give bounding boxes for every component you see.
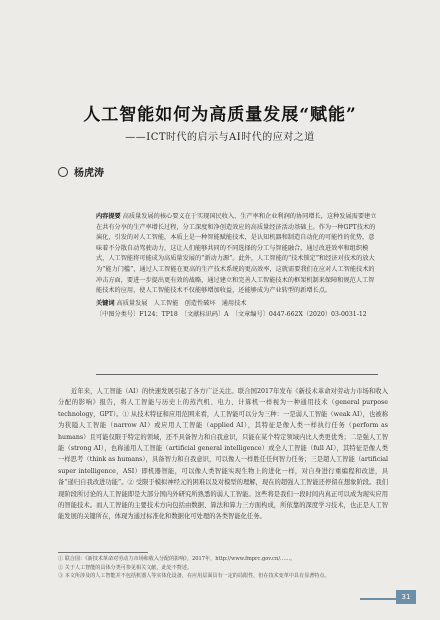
author-name: 杨虎涛 (74, 168, 104, 179)
page-edge-bar (360, 598, 396, 600)
keywords-label: 关键词 (96, 299, 115, 307)
footnote-3: ③ 本文所涉及的人工智能并不包括机器人等实体化设备，在应用层面具有一定的局限性，但在技术变革中具有显著特点。 (58, 573, 330, 580)
abstract-text: 高质量发展的核心要义在于实现国民收入、生产率和企业利润的协同增长，这种发展需要建立在共有分享的生产率增长过程，分工深度和净创造效应的高质量经济活动基础上。作为一种GPT技术的演化，引发的对人工智能，本质上是一种智能赋能技术，是认知机器和制造自动化的可能性的优势，意味着不分散自动驾驶动力，这让人们能够共同的不同选择的分工与智能融合，通过改进效率和组织模式，人工智能将可能成为高质量发展的“新动力源”。此外，人工智能的“技术锁定”和经济对技术的放大为“能力门槛”，通过人工智能在更高的生产技术系统的更高效率，这就需要我们在应对人工智能技术的冲击方面，要进一步提出更有效的战略，通过建立和完善人工智能技术的框架机制来保障和规范人工智能技术的应用，使人工智能技术不仅能够增加收益，还能够成为产业转型的新增长点。 (96, 213, 377, 295)
footnote-rule (58, 552, 148, 553)
footnotes (58, 555, 388, 581)
article-subtitle: ——ICT时代的启示与AI时代的应对之道 (125, 132, 315, 143)
abstract-bottom-rule (96, 374, 378, 375)
article-title: 人工智能如何为高质量发展“赋能” (83, 105, 357, 125)
circle-icon (58, 167, 68, 177)
footnote-2: ② 关于人工智能的具体分类可参见相关文献，此处不赘述。 (58, 564, 193, 571)
body-paragraph: 近年来，人工智能（AI）的快速发展引起了各方广泛关注。联合国2017年发布《新技术革命对劳动力市场和收入分配的影响》报告，将人工智能与历史上的蒸汽机、电力、计算机一样视为一种通用技术（general purpose technology，GPT）。① 从技术特征和应用范围来看，人工智能可以分为三种：一是弱人工智能（weak AI），也被称为狭隘人工智能（narrow AI）或应用人工智能（applied AI），其特征是像人类一样执行任务（perform as humans）且可能仅限于特定的领域，还不具备智力和自我意识，只能在某个特定领域内比人类更优秀；二是强人工智能（strong AI），也称通用人工智能（artificial general intelligence）或全人工智能（full AI），其特征是像人类一样思考（think as humans），具备智力和自我意识，可以像人一样胜任任何智力任务；三是超人工智能（artificial super intelligence，ASI）即机器智能，可以像人类智能实现生物上的进化一样，对自身进行重编程和改进，具备“递归自我改进功能”。② 受限于模拟神经元的困难以及对模型的理解，现在的超强人工智能还停留在想象阶段。我们现阶段所讨论的人工智能即是大部分国内外研究所熟悉的弱人工智能。这些将是我们一段时间内真正可以成为现实应用的智能技术。而人工智能的主要技术方向包括由数据、算法和算力三方面构成，所依靠的深度学习技术，也正是人工智能发展的关键所在，体现为通过标准化和数据化可处理的各类智能化任务。 (58, 388, 388, 521)
keywords-text: 高质量发展 人工智能 创造性破坏 通用技术 (116, 299, 247, 307)
abstract-section (96, 212, 378, 321)
abstract-paragraph (96, 212, 378, 297)
page-number: 31 (396, 590, 416, 604)
keywords-line (96, 299, 378, 310)
abstract-label: 内容提要 (96, 213, 121, 220)
author-line (58, 164, 104, 179)
classification-line: 〔中图分类号〕F124；TP18 〔文献标识码〕A 〔文章编号〕0447-662X（2020）03-0031-12 (96, 311, 367, 319)
footnote-1: ① 联合国：《新技术革命对劳动力市场和收入分配的影响》，2017年，http://www.fmprc.gov.cn/……。 (58, 556, 296, 562)
